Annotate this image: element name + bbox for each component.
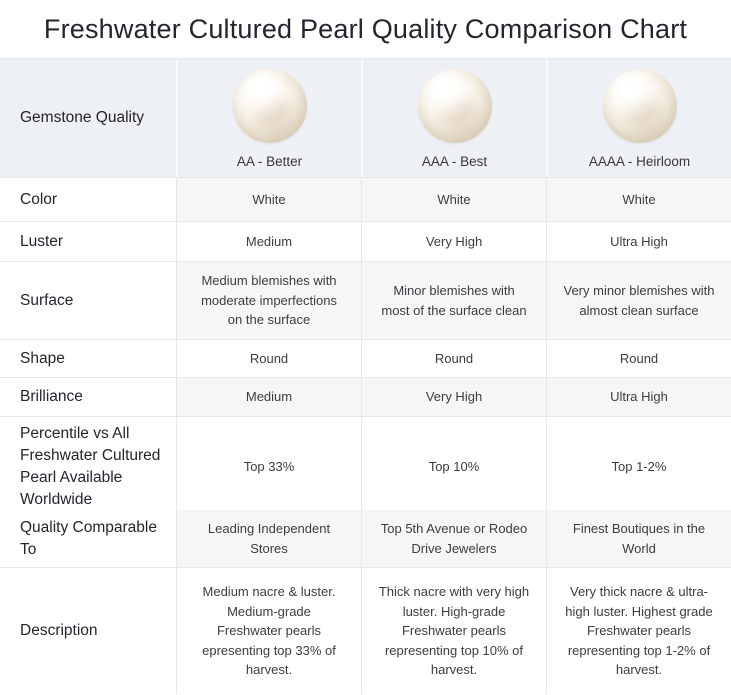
- table-cell: Thick nacre with very high luster. High-grade Freshwater pearls representing top 10% of harvest.: [361, 568, 546, 694]
- pearl-aaaa-image: [603, 69, 677, 143]
- table-cell: White: [546, 178, 731, 221]
- grade-caption-aaa: AAA - Best: [421, 154, 488, 169]
- table-cell: White: [361, 178, 546, 221]
- table-cell: Very High: [361, 378, 546, 416]
- corner-label: Gemstone Quality: [20, 109, 145, 127]
- table-cell: White: [176, 178, 361, 221]
- pearl-aa-image: [233, 69, 307, 143]
- row-label: Quality Comparable To: [0, 510, 176, 567]
- table-cell: Very minor blemishes with almost clean surface: [546, 262, 731, 339]
- table-row-quality-comparable: [0, 509, 731, 567]
- table-cell: Top 10%: [361, 417, 546, 517]
- table-row-luster: [0, 221, 731, 261]
- table-cell: Ultra High: [546, 378, 731, 416]
- table-cell: Finest Boutiques in the World: [546, 510, 731, 567]
- table-cell: Leading Independent Stores: [176, 510, 361, 567]
- pearl-aaa-image: [418, 69, 492, 143]
- table-header-row: [0, 58, 731, 177]
- table-cell: Medium blemishes with moderate imperfections on the surface: [176, 262, 361, 339]
- table-row-brilliance: [0, 377, 731, 416]
- grade-caption-aaaa: AAAA - Heirloom: [588, 154, 691, 169]
- row-label: Percentile vs All Freshwater Cultured Pearl Available Worldwide: [0, 417, 176, 517]
- table-cell: Top 33%: [176, 417, 361, 517]
- table-cell: Top 5th Avenue or Rodeo Drive Jewelers: [361, 510, 546, 567]
- table-cell: Round: [361, 340, 546, 377]
- table-cell: Very High: [361, 222, 546, 261]
- comparison-table: [0, 58, 731, 694]
- table-row-surface: [0, 261, 731, 339]
- table-cell: Top 1-2%: [546, 417, 731, 517]
- table-row-percentile: [0, 416, 731, 509]
- table-cell: Ultra High: [546, 222, 731, 261]
- row-label: Luster: [0, 222, 176, 261]
- page-title: Freshwater Cultured Pearl Quality Comparison Chart: [43, 13, 688, 44]
- table-row-description: [0, 567, 731, 694]
- row-label: Shape: [0, 340, 176, 377]
- table-cell: Round: [176, 340, 361, 377]
- grade-column-aaa: [361, 59, 546, 177]
- row-label: Brilliance: [0, 378, 176, 416]
- row-label: Color: [0, 178, 176, 221]
- row-label: Description: [0, 568, 176, 694]
- table-cell: Minor blemishes with most of the surface clean: [361, 262, 546, 339]
- table-cell: Round: [546, 340, 731, 377]
- table-row-shape: [0, 339, 731, 377]
- grade-caption-aa: AA - Better: [236, 154, 303, 169]
- table-cell: Very thick nacre & ultra-high luster. Highest grade Freshwater pearls representing top 1-2% of harvest.: [546, 568, 731, 694]
- table-cell: Medium nacre & luster. Medium-grade Freshwater pearls epresenting top 33% of harvest.: [176, 568, 361, 694]
- table-cell: Medium: [176, 378, 361, 416]
- grade-column-aaaa: [546, 59, 731, 177]
- table-cell: Medium: [176, 222, 361, 261]
- grade-column-aa: [176, 59, 361, 177]
- row-label: Surface: [0, 262, 176, 339]
- table-row-color: [0, 177, 731, 221]
